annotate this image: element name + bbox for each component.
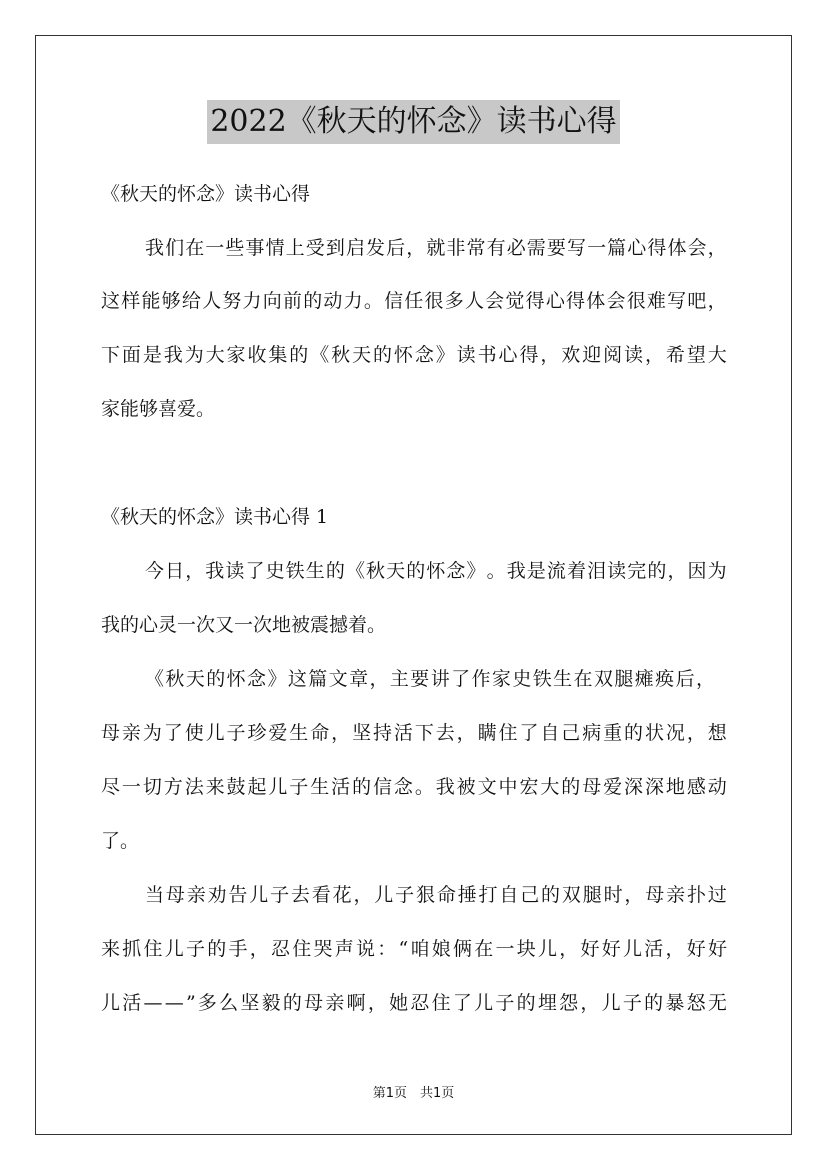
body-line-5: 尽 一 切 方 法 来 鼓 起 儿 子 生 活 的 信 念 。 我 被 文 中 宏 大 的 母 爱 深 深 地 感 动	[101, 776, 727, 798]
section-heading: 《秋天的怀念》读书心得 1	[101, 506, 329, 528]
document-title-text: 2022《秋天的怀念》读书心得	[207, 100, 619, 144]
subheading: 《秋天的怀念》读书心得	[101, 183, 311, 205]
intro-line-3: 下 面 是 我 为 大 家 收 集 的 《 秋 天 的 怀 念 》 读 书 心 得 ， 欢 迎 阅 读 ， 希 望 大	[101, 344, 727, 366]
body-line-3: 《 秋 天 的 怀 念 》 这 篇 文 章 ， 主 要 讲 了 作 家 史 铁 生 在 双 腿 瘫 痪 后 ，	[145, 668, 715, 690]
body-line-4: 母 亲 为 了 使 儿 子 珍 爱 生 命 ， 坚 持 活 下 去 ， 瞒 住 了 自 己 病 重 的 状 况 ， 想	[101, 722, 727, 744]
intro-line-1: 我 们 在 一 些 事 情 上 受 到 启 发 后 ， 就 非 常 有 必 需 要 写 一 篇 心 得 体 会 ，	[145, 237, 727, 259]
intro-line-4: 家能够喜爱。	[101, 398, 216, 420]
body-line-9: 儿 活 — — ” 多 么 坚 毅 的 母 亲 啊 ， 她 忍 住 了 儿 子 的 埋 怨 ， 儿 子 的 暴 怒 无	[101, 992, 727, 1014]
page-footer: 第1页 共1页	[372, 1086, 455, 1101]
body-line-2: 我的心灵一次又一次地被震撼着。	[101, 614, 387, 636]
body-line-8: 来 抓 住 儿 子 的 手 ， 忍 住 哭 声 说 ： “ 咱 娘 俩 在 一 块 儿 ， 好 好 儿 活 ， 好 好	[101, 938, 727, 960]
body-line-7: 当 母 亲 劝 告 儿 子 去 看 花 ， 儿 子 狠 命 捶 打 自 己 的 双 腿 时 ， 母 亲 扑 过	[145, 884, 727, 906]
document-title	[0, 100, 827, 144]
intro-line-2: 这 样 能 够 给 人 努 力 向 前 的 动 力 。 信 任 很 多 人 会 觉 得 心 得 体 会 很 难 写 吧 ，	[101, 290, 727, 312]
body-line-1: 今 日 ， 我 读 了 史 铁 生 的 《 秋 天 的 怀 念 》 。 我 是 流 着 泪 读 完 的 ， 因 为	[145, 560, 727, 582]
body-line-6: 了。	[101, 830, 140, 852]
